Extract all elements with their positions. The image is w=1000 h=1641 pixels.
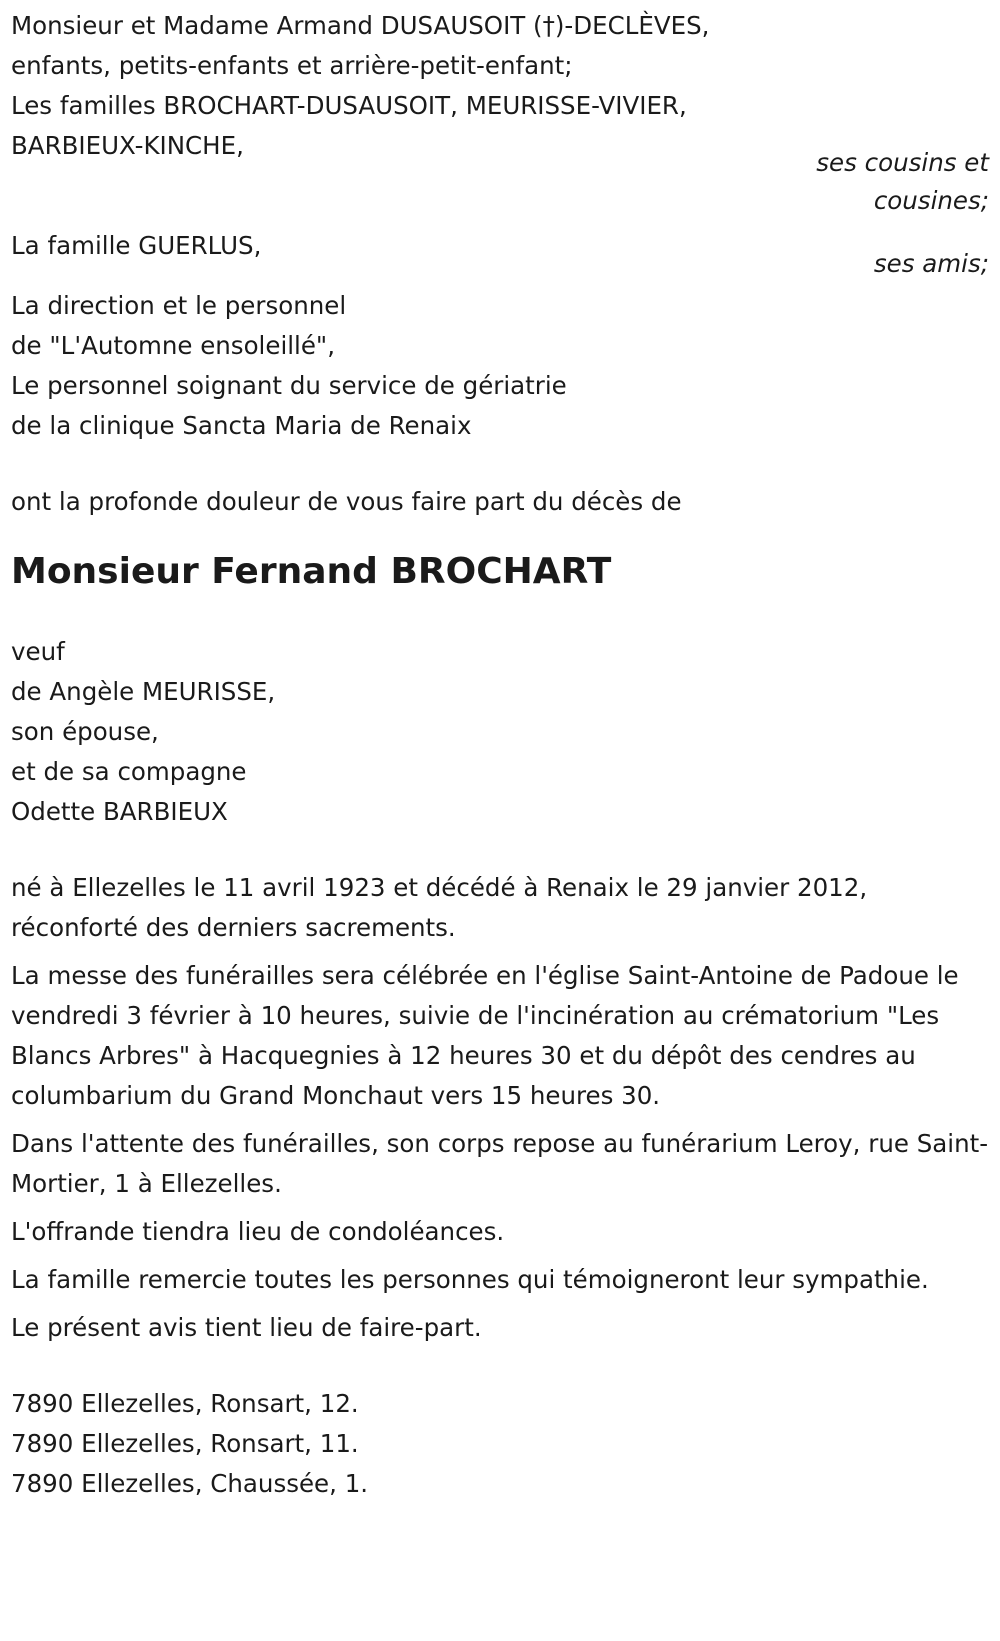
cousins-note — [816, 144, 989, 220]
repose-paragraph: Dans l'attente des funérailles, son corps repose au funérarium Leroy, rue Saint-Mortier, 1 à Ellezelles. — [11, 1129, 989, 1198]
addresses-block — [11, 1384, 989, 1504]
obituary-notice — [11, 6, 989, 1504]
family-line-1: Monsieur et Madame Armand DUSAUSOIT (†)-DECLÈVES, — [11, 11, 710, 40]
relation-line-4: et de sa compagne — [11, 757, 247, 786]
relation-line-1: veuf — [11, 637, 65, 666]
details-block — [11, 868, 989, 1348]
remerciements-paragraph: La famille remercie toutes les personnes qui témoigneront leur sympathie. — [11, 1265, 929, 1294]
address-line: 7890 Ellezelles, Chaussée, 1. — [11, 1469, 369, 1498]
family-guerlus: La famille GUERLUS, — [11, 231, 262, 260]
friends-note-line: ses amis; — [873, 249, 989, 278]
family-line-2: enfants, petits-enfants et arrière-petit-enfant; — [11, 51, 573, 80]
birth-death-line-1: né à Ellezelles le 11 avril 1923 et décédé à Renaix le 29 janvier 2012, — [11, 873, 868, 902]
cousins-note-line-2: cousines; — [873, 186, 989, 215]
family-line-4: BARBIEUX-KINCHE, — [11, 131, 244, 160]
direction-block — [11, 286, 989, 446]
birth-death-line-2: réconforté des derniers sacrements. — [11, 913, 456, 942]
friends-note — [874, 244, 989, 284]
relation-line-3: son épouse, — [11, 717, 159, 746]
relation-line-5: Odette BARBIEUX — [11, 797, 228, 826]
families-section — [11, 6, 989, 446]
mass-paragraph: La messe des funérailles sera célébrée en l'église Saint-Antoine de Padoue le vendredi 3 février à 10 heures, suivie de l'incinération au crématorium "Les Blancs Arbres" à Hacquegnies à 12 heures 30 et du dépôt des cendres au columbarium du Grand Monchaut vers 15 heures 30. — [11, 961, 959, 1110]
family-line-3: Les familles BROCHART-DUSAUSOIT, MEURISSE-VIVIER, — [11, 91, 687, 120]
offrande-paragraph: L'offrande tiendra lieu de condoléances. — [11, 1217, 505, 1246]
address-line: 7890 Ellezelles, Ronsart, 11. — [11, 1429, 359, 1458]
direction-line-2: de "L'Automne ensoleillé", — [11, 331, 335, 360]
address-line: 7890 Ellezelles, Ronsart, 12. — [11, 1389, 359, 1418]
deceased-name: Monsieur Fernand BROCHART — [11, 551, 612, 592]
direction-line-3: Le personnel soignant du service de gériatrie — [11, 371, 567, 400]
announcement-text: ont la profonde douleur de vous faire part du décès de — [11, 487, 682, 516]
relation-line-2: de Angèle MEURISSE, — [11, 677, 276, 706]
direction-line-4: de la clinique Sancta Maria de Renaix — [11, 411, 472, 440]
cousins-note-line-1: ses cousins et — [816, 148, 989, 177]
direction-line-1: La direction et le personnel — [11, 291, 347, 320]
avis-paragraph: Le présent avis tient lieu de faire-part. — [11, 1313, 482, 1342]
relations-block — [11, 632, 989, 832]
